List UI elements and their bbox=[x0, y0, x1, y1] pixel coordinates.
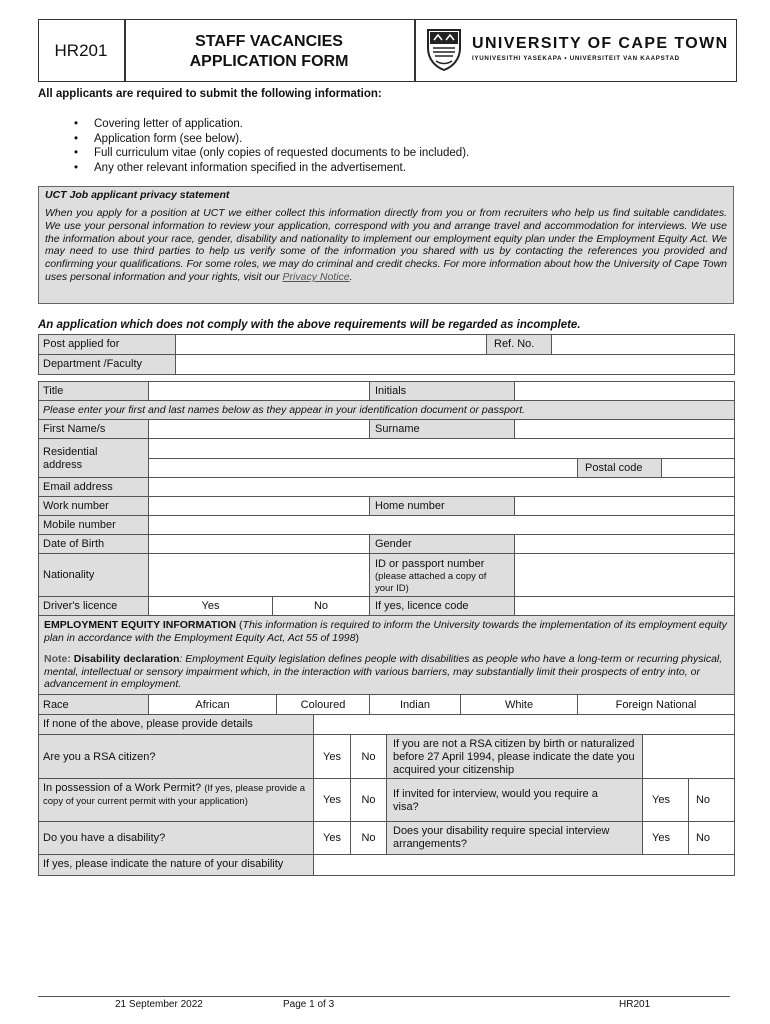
not-rsa-label: If you are not a RSA citizen by birth or naturalized before 27 April 1994, please indicate the date you acquired your citizenship bbox=[393, 738, 635, 776]
email-input[interactable] bbox=[148, 477, 735, 497]
email-label: Email address bbox=[43, 481, 113, 493]
visa-label: If invited for interview, would you require a visa? bbox=[393, 788, 598, 813]
rsa-no-label: No bbox=[361, 751, 376, 763]
bullet-text: Any other relevant information specified in the advertisement. bbox=[94, 161, 406, 174]
names-note: Please enter your first and last names below as they appear in your identification document or passport. bbox=[43, 404, 526, 416]
id-note: (please attached a copy of your ID) bbox=[375, 571, 487, 594]
id-input[interactable] bbox=[514, 553, 735, 597]
post-applied-label: Post applied for bbox=[43, 338, 120, 350]
special-label: Does your disability require special interview arrangements? bbox=[393, 825, 610, 850]
work-number-label: Work number bbox=[43, 500, 109, 512]
bullet-text: Full curriculum vitae (only copies of requested documents to be included). bbox=[94, 147, 470, 159]
privacy-body: When you apply for a position at UCT we either collect this information directly from you or from recruiters who help us find suitable candidates. We use your personal information to review your application, correspond with you and arrange travel and accommodation for interviews. We use the information about your race, gender, disability and nationality to implement our employment equity plan under the Employment Equity Act. We may need to use third parties to help us verify some of the information you shared with us by contacting the references you provided and confirming your qualifications. For some roles, we may do criminal and credit checks. For more information about how the University of Cape Town uses personal information and your rights, visit our bbox=[45, 207, 727, 283]
surname-label: Surname bbox=[375, 423, 420, 435]
initials-label: Initials bbox=[375, 385, 407, 397]
none-above-label: If none of the above, please provide details bbox=[43, 718, 253, 730]
footer-date: 21 September 2022 bbox=[115, 999, 203, 1010]
form-title-line1: STAFF VACANCIES bbox=[195, 33, 343, 50]
special-no-label: No bbox=[695, 832, 711, 844]
footer-rule bbox=[38, 996, 730, 997]
home-number-input[interactable] bbox=[514, 496, 735, 516]
gender-input[interactable] bbox=[514, 534, 735, 554]
disability-label: Disability declaration bbox=[73, 653, 180, 665]
initials-input[interactable] bbox=[514, 381, 735, 401]
home-number-label: Home number bbox=[375, 500, 445, 512]
post-applied-input[interactable] bbox=[175, 334, 487, 355]
university-sub: IYUNIVESITHI YASEKAPA • UNIVERSITEIT VAN KAAPSTAD bbox=[472, 55, 680, 62]
disability-declaration bbox=[44, 653, 728, 691]
postal-code-label: Postal code bbox=[585, 462, 643, 474]
gender-label: Gender bbox=[375, 538, 412, 550]
permit-yes-label: Yes bbox=[323, 794, 341, 806]
first-name-label: First Name/s bbox=[43, 423, 106, 435]
bullet-text: Covering letter of application. bbox=[94, 118, 243, 130]
surname-input[interactable] bbox=[514, 419, 735, 439]
licence-code-label: If yes, licence code bbox=[375, 600, 469, 612]
nationality-label: Nationality bbox=[43, 569, 95, 581]
work-number-input[interactable] bbox=[148, 496, 370, 516]
mobile-label: Mobile number bbox=[43, 519, 116, 531]
uct-crest-icon bbox=[426, 28, 462, 72]
disability-question: Do you have a disability? bbox=[43, 832, 166, 844]
work-permit-note: (If yes, please provide a copy of your current permit with your application) bbox=[43, 783, 306, 807]
licence-code-input[interactable] bbox=[514, 596, 735, 616]
equity-info-text: EMPLOYMENT EQUITY INFORMATION (This information is required to inform the University towards the implementation of its employment equity plan in accordance with the Employment Equity Act, Act 55 of 1998) bbox=[44, 619, 727, 644]
address-input-line2[interactable] bbox=[148, 458, 578, 478]
none-above-input[interactable] bbox=[313, 714, 735, 735]
nature-input[interactable] bbox=[313, 854, 735, 876]
work-permit-text bbox=[43, 782, 308, 808]
id-label: ID or passport number bbox=[375, 558, 485, 570]
licence-label: Driver's licence bbox=[43, 600, 118, 612]
mobile-input[interactable] bbox=[148, 515, 735, 535]
visa-yes-label: Yes bbox=[652, 794, 670, 806]
race-foreign-label: Foreign National bbox=[615, 699, 697, 711]
postal-code-input[interactable] bbox=[661, 458, 735, 478]
footer-code: HR201 bbox=[619, 999, 651, 1010]
nature-label: If yes, please indicate the nature of your disability bbox=[43, 858, 284, 870]
race-label: Race bbox=[43, 699, 69, 711]
requirements-list bbox=[74, 117, 469, 175]
department-label: Department /Faculty bbox=[43, 358, 143, 370]
race-coloured-label: Coloured bbox=[300, 699, 346, 711]
address-input-line1[interactable] bbox=[148, 438, 735, 459]
special-yes-label: Yes bbox=[652, 832, 670, 844]
list-item: • Covering letter of application. bbox=[74, 118, 243, 130]
equity-title-note: This information is required to inform the University towards the implementation of its employment equity plan in accordance with the Employment Equity Act, Act 55 of 1998 bbox=[44, 619, 727, 644]
university-name: UNIVERSITY OF CAPE TOWN bbox=[472, 35, 729, 52]
race-white-label: White bbox=[504, 699, 534, 711]
first-name-input[interactable] bbox=[148, 419, 370, 439]
title-input[interactable] bbox=[148, 381, 370, 401]
permit-no-label: No bbox=[361, 794, 376, 806]
intro-heading: All applicants are required to submit the following information: bbox=[38, 88, 382, 100]
race-indian-label: Indian bbox=[400, 699, 430, 711]
visa-no-label: No bbox=[695, 794, 711, 806]
race-african-label: African bbox=[195, 699, 230, 711]
form-title-line2: APPLICATION FORM bbox=[189, 53, 349, 70]
title-label: Title bbox=[43, 385, 64, 397]
equity-title: EMPLOYMENT EQUITY INFORMATION bbox=[44, 619, 237, 631]
department-input[interactable] bbox=[175, 354, 735, 375]
privacy-body-wrap bbox=[45, 207, 727, 284]
disability-no-label: No bbox=[361, 832, 376, 844]
rsa-citizen-label: Are you a RSA citizen? bbox=[43, 751, 156, 763]
form-code: HR201 bbox=[54, 41, 108, 60]
dob-label: Date of Birth bbox=[43, 538, 105, 550]
work-permit-label: In possession of a Work Permit? bbox=[43, 782, 202, 794]
rsa-yes-label: Yes bbox=[323, 751, 341, 763]
citizenship-date-input[interactable] bbox=[642, 734, 735, 779]
footer-page: Page 1 of 3 bbox=[283, 999, 335, 1010]
list-item: • Full curriculum vitae (only copies of requested documents to be included). bbox=[74, 147, 470, 159]
nationality-input[interactable] bbox=[148, 553, 370, 597]
privacy-statement bbox=[38, 186, 734, 304]
privacy-end: . bbox=[349, 270, 353, 283]
bullet-text: Application form (see below). bbox=[94, 132, 243, 145]
dob-input[interactable] bbox=[148, 534, 370, 554]
address-label: Residential address bbox=[43, 446, 98, 471]
ref-no-label: Ref. No. bbox=[494, 338, 535, 350]
list-item: • Application form (see below). bbox=[74, 132, 243, 145]
licence-yes-label: Yes bbox=[201, 600, 220, 612]
disability-text: : Employment Equity legislation defines people with disabilities as people who have a long-term or recurring physical, mental, intellectual or sensory impairment which, in the interaction with various barriers, may substantially limit their prospects of entry into, or advancement in employment. bbox=[44, 653, 723, 690]
privacy-title: UCT Job applicant privacy statement bbox=[45, 189, 230, 201]
licence-no-label: No bbox=[313, 600, 329, 612]
ref-no-input[interactable] bbox=[551, 334, 735, 355]
note-label: Note: bbox=[44, 653, 71, 665]
incomplete-warning: An application which does not comply with the above requirements will be regarded as incomplete. bbox=[38, 319, 581, 331]
disability-yes-label: Yes bbox=[323, 832, 341, 844]
list-item: • Any other relevant information specified in the advertisement. bbox=[74, 161, 406, 174]
form-title bbox=[124, 32, 414, 72]
privacy-notice-link[interactable]: Privacy Notice bbox=[282, 270, 350, 283]
